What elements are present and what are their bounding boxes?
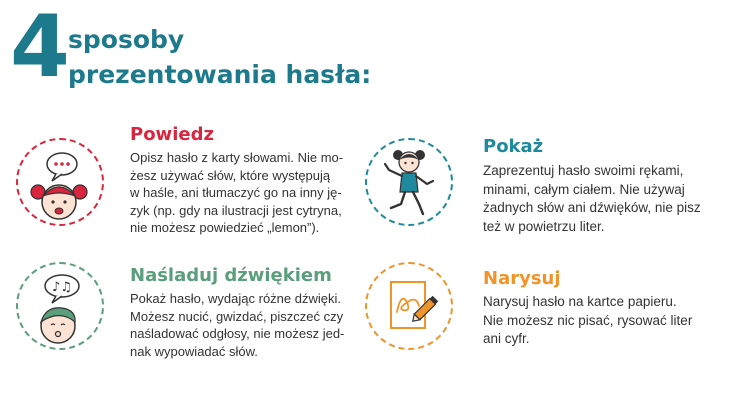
section-imitate-title: Naśladuj dźwiękiem	[130, 265, 332, 286]
speaking-girl-icon	[16, 138, 104, 226]
section-draw-text: Narysuj hasło na kartce papieru. Nie możesz nic pisać, rysować liter ani cyfr.	[483, 294, 693, 346]
section-say-title: Powiedz	[130, 124, 214, 145]
header-number: 4	[10, 0, 70, 97]
pencil-drawing-icon	[365, 262, 453, 350]
section-show-title: Pokaż	[483, 136, 544, 157]
whistling-boy-icon	[16, 262, 104, 350]
header-title-line2: prezentowania hasła:	[68, 60, 372, 89]
section-imitate-text: Pokaż hasło, wydając różne dźwięki. Możesz nucić, gwizdać, piszczeć czy naśladować odgłosy, nie możesz jed- nak wypowiadać słów.	[130, 291, 345, 359]
svg-text:♪♫: ♪♫	[52, 280, 72, 295]
section-show-text: Zaprezentuj hasło swoimi rękami, minami, całym ciałem. Nie używaj żadnych słów ani dźwięków, nie pisz też w powietrzu liter.	[483, 163, 701, 234]
header	[10, 0, 430, 100]
header-title-line1: sposoby	[68, 25, 185, 54]
gesturing-girl-icon	[365, 138, 453, 226]
section-draw-title: Narysuj	[483, 268, 561, 289]
section-say-text: Opisz hasło z karty słowami. Nie mo- żesz używać słów, które występują w haśle, ani tłumaczyć go na inny ję- zyk (np. gdy na ilustracji jest cytryna, nie możesz powiedzieć „lemon”).	[130, 150, 344, 235]
